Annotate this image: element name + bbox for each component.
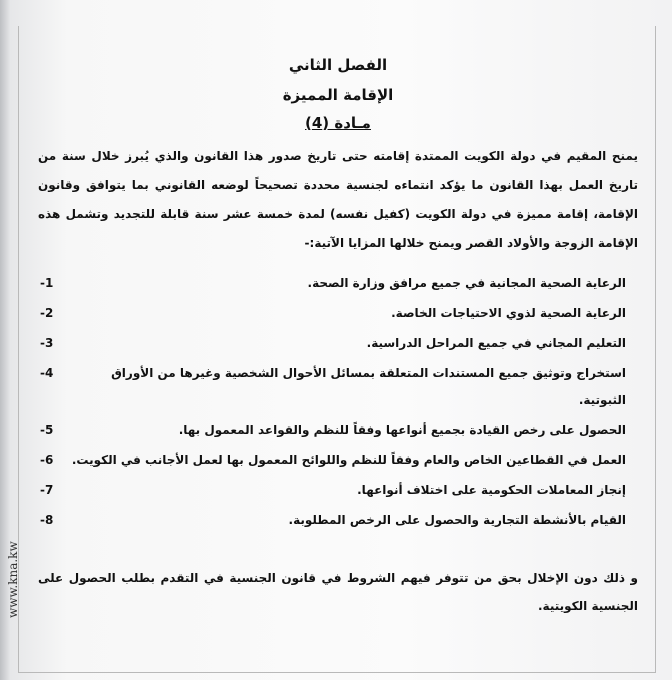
article-title: مـادة (4)	[305, 114, 371, 132]
list-item	[38, 447, 638, 474]
list-item	[38, 360, 638, 414]
section-title: الإقامة المميزة	[282, 86, 394, 104]
list-item-text: استخراج وتوثيق جميع المستندات المتعلقة بمسائل الأحوال الشخصية وغيرها من الأوراق الثبوتية.	[111, 366, 626, 407]
list-item-number: -7	[40, 483, 54, 497]
document-body	[38, 48, 638, 632]
list-item	[38, 507, 638, 534]
list-item-text: الرعاية الصحية المجانية في جميع مرافق وزارة الصحة.	[307, 276, 626, 290]
list-item-number: -1	[40, 276, 54, 290]
closing-paragraph: و ذلك دون الإخلال بحق من تتوفر فيهم الشروط في قانون الجنسية في التقدم بطلب الحصول على الجنسية الكويتية.	[38, 571, 638, 613]
source-watermark: www.kna.kw	[6, 541, 20, 618]
list-item-text: الرعاية الصحية لذوي الاحتياجات الخاصة.	[391, 306, 626, 320]
benefits-list	[38, 270, 638, 534]
intro-paragraph: يمنح المقيم في دولة الكويت الممتدة إقامته حتى تاريخ صدور هذا القانون والذي يُبرز خلال سنة من تاريخ العمل بهذا القانون ما يؤكد انتماءه لجنسية محددة تصحيحاً لوضعه القانوني بما يتوافق وقانون الإقامة، إقامة مميزة في دولة الكويت (كفيل نفسه) لمدة خمسة عشر سنة قابلة للتجديد وتشمل هذه الإقامة الزوجة والأولاد القصر ويمنح خلالها المزايا الآتية:-	[38, 149, 638, 250]
list-item-text: التعليم المجاني في جميع المراحل الدراسية.	[366, 336, 626, 350]
list-item	[38, 300, 638, 327]
list-item-number: -2	[40, 306, 54, 320]
chapter-title: الفصل الثاني	[288, 56, 388, 74]
list-item	[38, 477, 638, 504]
list-item	[38, 330, 638, 357]
list-item	[38, 270, 638, 297]
list-item-number: -3	[40, 336, 54, 350]
list-item-text: إنجاز المعاملات الحكومية على اختلاف أنواعها.	[357, 483, 626, 497]
list-item-number: -4	[40, 366, 54, 380]
list-item-number: -6	[40, 453, 54, 467]
list-item-text: القيام بالأنشطة التجارية والحصول على الرخص المطلوبة.	[288, 513, 626, 527]
list-item-text: العمل في القطاعين الخاص والعام وفقاً للنظم واللوائح المعمول بها لعمل الأجانب في الكويت.	[71, 453, 626, 467]
list-item-text: الحصول على رخص القيادة بجميع أنواعها وفقاً للنظم والقواعد المعمول بها.	[178, 423, 626, 437]
list-item-number: -8	[40, 513, 54, 527]
list-item-number: -5	[40, 423, 54, 437]
list-item	[38, 417, 638, 444]
